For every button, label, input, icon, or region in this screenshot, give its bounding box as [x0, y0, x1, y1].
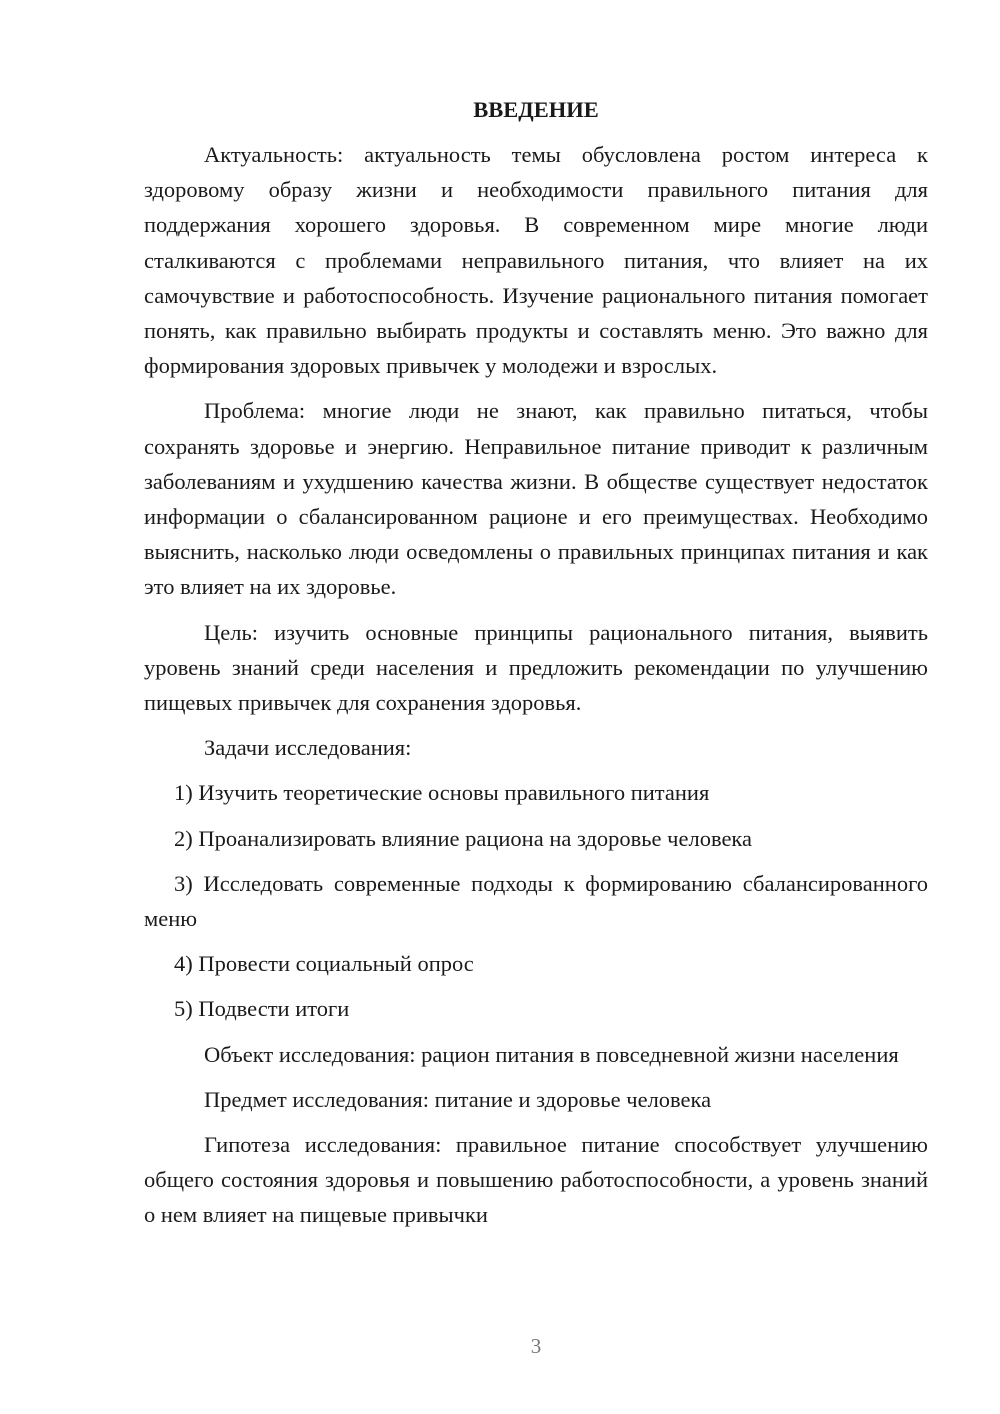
paragraph-hypothesis: Гипотеза исследования: правильное питание способствует улучшению общего состояния здоровья и повышению работоспособности, а уровень знаний о нем влияет на пищевые привычки	[144, 1132, 928, 1228]
paragraph-goal: Цель: изучить основные принципы рационального питания, выявить уровень знаний среди населения и предложить рекомендации по улучшению пищевых привычек для сохранения здоровья.	[144, 619, 928, 716]
page-number: 3	[530, 1334, 542, 1358]
task-item: 2) Проанализировать влияние рациона на здоровье человека	[174, 825, 753, 851]
paragraph-subject: Предмет исследования: питание и здоровье человека	[204, 1086, 712, 1112]
task-item: 3) Исследовать современные подходы к формированию сбалансированного меню	[144, 870, 928, 932]
task-item: 1) Изучить теоретические основы правильного питания	[174, 780, 710, 806]
tasks-heading: Задачи исследования:	[204, 735, 412, 761]
paragraph-object: Объект исследования: рацион питания в повседневной жизни населения	[204, 1041, 899, 1067]
task-item: 4) Провести социальный опрос	[174, 951, 474, 977]
task-item: 5) Подвести итоги	[174, 996, 350, 1022]
paragraph-problem: Проблема: многие люди не знают, как правильно питаться, чтобы сохранять здоровье и энергию. Неправильное питание приводит к различным заболеваниям и ухудшению качества жизни. В обществе существует недостаток информации о сбалансированном рационе и его преимуществах. Необходимо выяснить, насколько люди осведомлены о правильных принципах питания и как это влияет на их здоровье.	[144, 398, 928, 600]
section-title: ВВЕДЕНИЕ	[473, 97, 599, 122]
page-content	[144, 92, 928, 1243]
paragraph-relevance: Актуальность: актуальность темы обусловлена ростом интереса к здоровому образу жизни и необходимости правильного питания для поддержания хорошего здоровья. В современном мире многие люди сталкиваются с проблемами неправильного питания, что влияет на их самочувствие и работоспособность. Изучение рационального питания помогает понять, как правильно выбирать продукты и составлять меню. Это важно для формирования здоровых привычек у молодежи и взрослых.	[144, 142, 928, 379]
